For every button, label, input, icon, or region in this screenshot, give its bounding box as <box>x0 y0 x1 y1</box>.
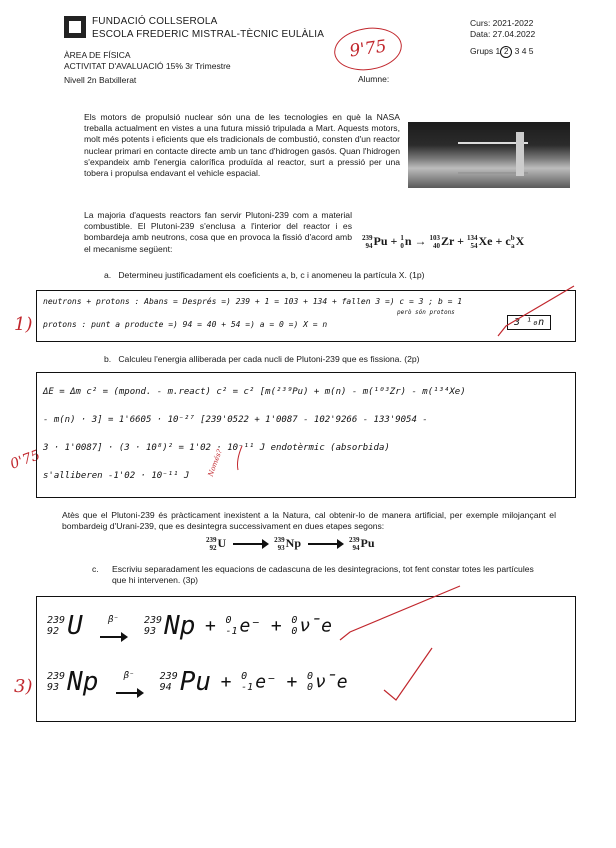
np-atomic: 93 <box>277 544 285 553</box>
n-symbol: n <box>404 234 412 248</box>
check-mark-c2 <box>384 648 432 700</box>
eq1-z2: 93 <box>144 626 157 637</box>
pu-chain-mass: 239 <box>349 536 360 545</box>
course-label: Curs: 2021-2022 <box>470 18 534 28</box>
level-label: Nivell 2n Batxillerat <box>64 75 137 85</box>
u-mass: 239 <box>206 536 217 545</box>
xe-mass: 134 <box>467 234 478 243</box>
question-b-text: Calculeu l'energia alliberada per cada nucli de Plutoni-239 que es fissiona. (2p) <box>118 354 420 364</box>
check-mark-b <box>238 446 243 470</box>
eq2-m4: 0 <box>307 671 314 682</box>
question-c-text: Escriviu separadament les equacions de cadascuna de les desintegracions, tot fent constar totes les partícules que hi intervenen. (3p) <box>112 564 534 585</box>
eq2-m1: 239 <box>47 671 66 682</box>
eq2-s1: Np <box>67 667 99 697</box>
n-mass: 1 <box>400 234 404 243</box>
reaction-arrow: → <box>414 234 427 248</box>
activity-label: ACTIVITAT D'AVALUACIÓ 15% 3r Trimestre <box>64 61 231 71</box>
pu-chain-atomic: 94 <box>352 544 360 553</box>
answer-a-boxed: 3 ¹₀n <box>507 315 551 330</box>
pu-symbol: Pu <box>373 234 388 248</box>
eq1-z3: -1 <box>225 626 238 637</box>
answer-a-note: però són protons <box>397 309 455 316</box>
u-atomic: 92 <box>209 544 217 553</box>
np-symbol: Np <box>285 536 302 550</box>
eq1-m1: 239 <box>47 615 66 626</box>
xe-symbol: Xe <box>478 234 493 248</box>
intro-paragraph-1: Els motors de propulsió nuclear són una de les tecnologies en què la NASA treballa actualment en vistes a una futura missió tripulada a Mart. Aquests motors, molt més potents i eficients que els tradicionals de combustió, consten d'un reactor nuclear primari en contacte directe amb un tanc d'hidrogen gasós. Quan l'hidrogen s'expandeix amb l'energia calorífica produïda al reactor, surt a pressió per una tobera i propulsa endavant el vehicle espacial. <box>84 112 400 179</box>
answer-b-line3: 3 · 1'0087] · (3 · 10⁸)² = 1'02 · 10⁻¹¹ J endotèrmic (absorbida) <box>43 443 390 453</box>
date-label: Data: 27.04.2022 <box>470 29 536 39</box>
xe-atomic: 54 <box>470 242 478 251</box>
u-symbol: U <box>217 536 227 550</box>
eq1-s1: U <box>67 611 83 641</box>
question-a-label: a. <box>104 270 112 280</box>
eq2-plus2: + <box>286 671 298 693</box>
transition-paragraph: Atès que el Plutoni-239 és pràcticament inexistent a la Natura, cal obtenir-lo de manera artificial, per exemple milojançant el bombardeig d'Urani-239, que es desintegra successivament en dues etapes segons: <box>62 510 556 532</box>
eq1-beta: β⁻ <box>107 615 119 625</box>
x-mass: b <box>510 234 515 243</box>
group-selected-circle: 2 <box>500 46 512 58</box>
check-mark-c1 <box>340 586 460 640</box>
answer-a-line1: neutrons + protons : Abans = Després =) 239 + 1 = 103 + 134 + fallen 3 =) c = 3 ; b = 1 <box>43 297 463 306</box>
eq1-z4: 0 <box>291 626 298 637</box>
question-c-label: c. <box>92 564 99 574</box>
zr-atomic: 40 <box>433 242 441 251</box>
c-coefficient: c <box>505 234 511 248</box>
area-label: ÀREA DE FÍSICA <box>64 50 131 60</box>
eq1-plus: + <box>205 615 216 637</box>
eq2-beta: β⁻ <box>123 671 135 681</box>
eq1-m4: 0 <box>291 615 298 626</box>
eq2-z2: 94 <box>159 682 172 693</box>
eq2-z1: 93 <box>47 682 60 693</box>
pu-chain-symbol: Pu <box>360 536 375 550</box>
pu-atomic: 94 <box>365 242 373 251</box>
eq2-z4: 0 <box>307 682 314 693</box>
answer-a-line2: protons : punt a producte =) 94 = 40 + 54 =) a = 0 =) X = n <box>43 320 328 329</box>
eq2-z3: -1 <box>241 682 254 693</box>
question-a-text: Determineu justificadament els coeficients a, b, c i anomeneu la partícula X. (1p) <box>118 270 425 280</box>
school-name-line2: ESCOLA FREDERIC MISTRAL-TÈCNIC EULÀLIA <box>92 29 325 40</box>
plus-sign: + <box>495 234 503 248</box>
grade-circle: 9'75 <box>331 23 404 74</box>
question-b-label: b. <box>104 354 112 364</box>
answer-b-line2: - m(n) · 3] = 1'6605 · 10⁻²⁷ [239'0522 + 1'0087 - 102'9266 - 133'9054 - <box>43 415 428 425</box>
eq1-m2: 239 <box>144 615 163 626</box>
group-label: Grups 1 <box>470 46 501 56</box>
n-atomic: 0 <box>400 242 404 251</box>
check-mark-a <box>498 286 574 336</box>
eq1-m3: 0 <box>225 615 232 626</box>
pu-mass: 239 <box>362 234 373 243</box>
eq2-m2: 239 <box>159 671 178 682</box>
question-b-margin-mark: 0'75 <box>8 447 43 473</box>
eq2-s4: ν̄e <box>315 671 348 693</box>
eq2-s3: e⁻ <box>255 671 277 693</box>
question-c-margin-mark: 3) <box>14 676 33 697</box>
student-label: Alumne: <box>358 74 390 84</box>
plus-sign: + <box>457 234 465 248</box>
eq1-s4: ν̄e <box>299 615 332 637</box>
school-name-line1: FUNDACIÓ COLLSEROLA <box>92 16 218 27</box>
eq1-s2: Np <box>164 611 196 641</box>
zr-symbol: Zr <box>441 234 455 248</box>
question-a-margin-mark: 1) <box>14 314 33 335</box>
eq1-plus2: + <box>270 615 282 637</box>
plus-sign: + <box>390 234 398 248</box>
answer-b-line4: s'alliberen -1'02 · 10⁻¹¹ J <box>43 471 190 481</box>
eq1-s3: e⁻ <box>239 615 262 637</box>
answer-b-line1: ΔE = Δm c² = (mpond. - m.react) c² = c² [m(²³⁹Pu) + m(n) - m(¹⁰³Zr) - m(¹³⁴Xe) <box>43 387 466 397</box>
eq2-s2: Pu <box>179 667 212 697</box>
answer-b-red-note: Només? <box>206 448 224 478</box>
np-mass: 239 <box>274 536 285 545</box>
x-symbol: X <box>515 234 525 248</box>
eq1-z1: 92 <box>47 626 60 637</box>
x-atomic: a <box>511 242 515 251</box>
intro-paragraph-2: La majoria d'aquests reactors fan servir Plutoni-239 com a material combustible. El Plutoni-239 s'enclusa a l'interior del reactor i es bombardeja amb neutrons, cosa que en provoca la fissió d'acord amb el mecanisme següent: <box>84 210 352 254</box>
eq2-m3: 0 <box>241 671 248 682</box>
eq2-plus: + <box>220 671 232 693</box>
group-others: 3 4 5 <box>514 46 534 56</box>
zr-mass: 103 <box>429 234 441 243</box>
